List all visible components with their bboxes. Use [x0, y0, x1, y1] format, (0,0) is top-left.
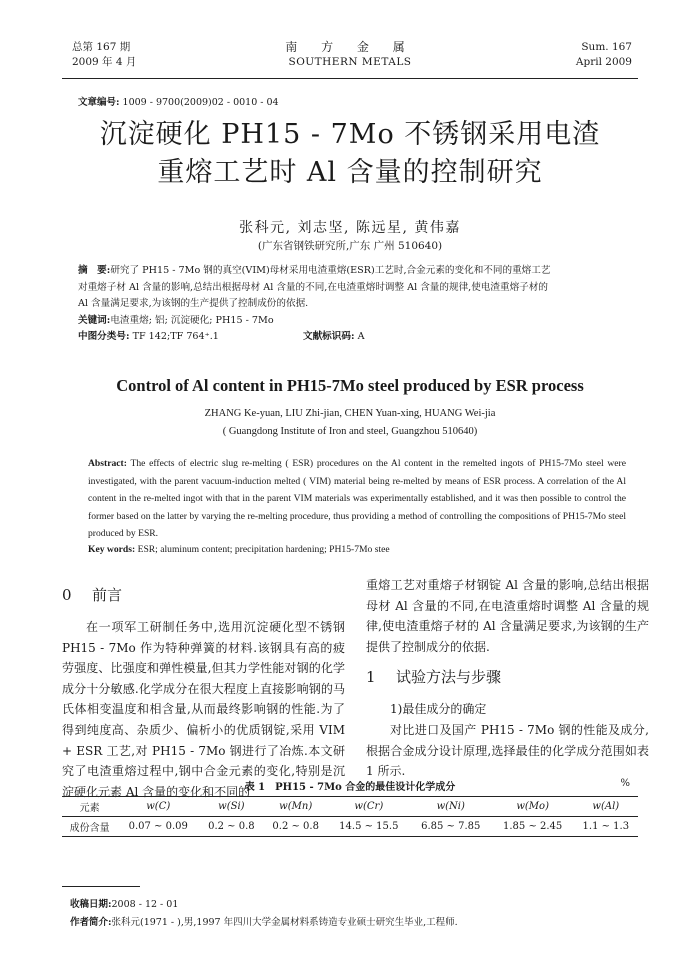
section-0-paragraph: 在一项军工研制任务中,选用沉淀硬化型不锈钢 PH15 - 7Mo 作为特种弹簧的材料.该钢具有高的疲劳强度、比强度和弹性模量,但其力学性能对钢的化学成分十分敏感.化学成分在很大程度上直接影响钢的马氏体相变温度和相含量,从而最终影响钢的性能.为了得到纯度高、杂质少、偏析小的优质钢锭,采用 VIM + ESR 工艺,对 PH15 - 7Mo 钢进行了冶炼.本文研究了电渣重熔过程中,钢中合金元素的变化,特别是沉淀硬化元素 Al 含量的变化和不同的	[62, 620, 345, 799]
header-date-en: April 2009	[575, 56, 632, 68]
classification-row	[78, 329, 634, 346]
abstract-cn-label: 摘 要:	[78, 265, 111, 276]
table-header-cell: w(C)	[117, 797, 199, 817]
abstract-cn-text-1: 研究了 PH15 - 7Mo 钢的真空(VIM)母材采用电渣重熔(ESR)工艺时,合金元素的变化和不同的重熔工艺	[110, 265, 551, 276]
journal-name-en: SOUTHERN METALS	[288, 56, 412, 68]
body-column-right	[366, 575, 649, 782]
table-header-cell: w(Ni)	[410, 797, 492, 817]
keywords-en-text: ESR; aluminum content; precipitation hardening; PH15-7Mo stee	[137, 544, 390, 555]
table-row	[62, 817, 638, 837]
section-1-number: 1	[366, 668, 376, 687]
abstract-cn-text-2: 对重熔子材 Al 含量的影响,总结出根据母材 Al 含量的不同,在电渣重熔时调整 Al 含量的规律,使电渣重熔子材的	[78, 281, 548, 293]
keywords-en	[88, 544, 390, 555]
title-cn-line1: 沉淀硬化 PH15 - 7Mo 不锈钢采用电渣	[99, 119, 601, 150]
table-header-cell: w(Al)	[574, 797, 638, 817]
table-cell: 0.2 ~ 0.8	[199, 817, 263, 837]
abstract-en-label: Abstract:	[88, 458, 127, 469]
section-0-title: 前言	[92, 586, 123, 604]
doc-code-value: A	[357, 331, 365, 342]
abstract-en-text: The effects of electric slug re-melting ( ESR) procedures on the Al content in the remelted ingots of PH15-7Mo steel were investigated, with the parent vacuum-induction melted ( VIM) material being re-melted by means of ESR process. A correlation of the Al content in the re-melted ingot with that in the parent VIM materials was experimentally established, and it was then possible to control the former based on the latter by varying the re-melting procedure, thus providing a method of controlling the compositions of PH15-7Mo steel produced by ESR.	[88, 458, 626, 539]
header-rule	[62, 78, 638, 79]
header-sum	[576, 40, 632, 70]
section-1-subheading: 1)最佳成分的确定	[390, 702, 487, 717]
abstract-cn-text-3: Al 含量满足要求,为该钢的生产提供了控制成份的依据.	[78, 298, 309, 309]
header-journal	[60, 40, 640, 70]
authors-cn: 张科元, 刘志坚, 陈远星, 黄伟嘉	[239, 220, 461, 236]
affiliation-en: ( Guangdong Institute of Iron and steel, Guangzhou 510640)	[222, 426, 478, 437]
table-1-unit: %	[620, 778, 630, 789]
header-date-cn: 2009 年 4 月	[72, 56, 137, 68]
table-cell: 6.85 ~ 7.85	[410, 817, 492, 837]
table-cell: 0.07 ~ 0.09	[117, 817, 199, 837]
title-cn-line2: 重熔工艺时 Al 含量的控制研究	[157, 157, 543, 188]
section-1-paragraph: 对比进口及国产 PH15 - 7Mo 钢的性能及成分,根据合金成分设计原理,选择最佳的化学成分范围如表 1 所示.	[366, 722, 649, 779]
clc-value: TF 142;TF 764⁺.1	[132, 331, 219, 342]
table-1-caption: 表 1 PH15 - 7Mo 合金的最佳设计化学成分	[244, 782, 456, 793]
table-cell: 成份含量	[62, 817, 117, 837]
author-bio-text: 张科元(1971 - ),男,1997 年四川大学金属材料系铸造专业硕士研究生毕业,工程师.	[111, 917, 458, 928]
article-number-value: 1009 - 9700(2009)02 - 0010 - 04	[122, 97, 279, 108]
article-number-label: 文章编号:	[78, 97, 120, 108]
keywords-cn	[78, 313, 634, 330]
doc-code-label: 文献标识码:	[303, 331, 355, 342]
section-0-heading	[62, 581, 345, 609]
keywords-en-label: Key words:	[88, 544, 136, 555]
footnote-received	[70, 896, 178, 910]
doc-code	[303, 329, 365, 346]
table-1	[62, 796, 638, 837]
clc-label: 中图分类号:	[78, 331, 130, 342]
section-1-title: 试验方法与步骤	[396, 668, 502, 687]
running-header	[60, 40, 640, 76]
table-header-cell: w(Mn)	[264, 797, 328, 817]
table-cell: 14.5 ~ 15.5	[328, 817, 410, 837]
journal-name-cn: 南 方 金 属	[285, 40, 415, 54]
authors-en: ZHANG Ke-yuan, LIU Zhi-jian, CHEN Yuan-xing, HUANG Wei-jia	[204, 408, 496, 419]
author-bio-label: 作者简介:	[70, 917, 112, 928]
footnote-author	[70, 914, 458, 928]
affiliation-cn: (广东省钢铁研究所,广东 广州 510640)	[257, 240, 443, 252]
received-label: 收稿日期:	[70, 899, 112, 910]
table-header-cell: w(Si)	[199, 797, 263, 817]
title-cn	[0, 116, 700, 192]
table-header-cell: w(Cr)	[328, 797, 410, 817]
title-en: Control of Al content in PH15-7Mo steel produced by ESR process	[116, 376, 584, 395]
section-1-heading	[366, 663, 649, 691]
table-header-row	[62, 797, 638, 817]
keywords-cn-text: 电渣重熔; 铝; 沉淀硬化; PH15 - 7Mo	[110, 314, 274, 326]
section-0-paragraph-cont: 重熔工艺对重熔子材钢锭 Al 含量的影响,总结出根据母材 Al 含量的不同,在电渣重熔时调整 Al 含量的规律,使电渣重熔子材的 Al 含量满足要求,为该钢的生产提供了控制成分的依据.	[366, 578, 649, 654]
abstract-cn	[78, 263, 634, 346]
table-header-cell: w(Mo)	[492, 797, 574, 817]
table-cell: 1.85 ~ 2.45	[492, 817, 574, 837]
abstract-cn-line	[78, 263, 634, 280]
table-cell: 1.1 ~ 1.3	[574, 817, 638, 837]
keywords-cn-label: 关键词:	[78, 314, 111, 326]
article-number	[78, 94, 279, 108]
header-issue-cn: 总第 167 期	[72, 41, 131, 53]
body-column-left	[62, 575, 345, 802]
header-sum-number: Sum. 167	[581, 41, 632, 53]
table-header-cell: 元素	[62, 797, 117, 817]
footnote-rule	[62, 886, 140, 887]
section-0-number: 0	[62, 586, 72, 604]
received-date: 2008 - 12 - 01	[111, 899, 179, 910]
abstract-en	[88, 455, 626, 543]
table-cell: 0.2 ~ 0.8	[264, 817, 328, 837]
